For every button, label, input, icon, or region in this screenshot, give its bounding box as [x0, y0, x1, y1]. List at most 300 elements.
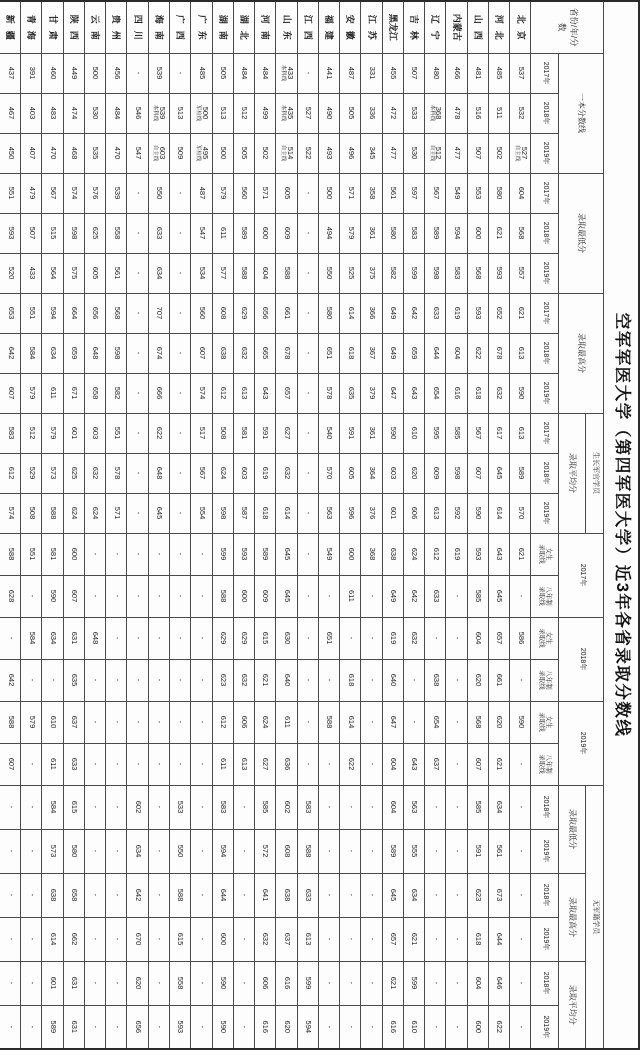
header-max-score: 录取最高分: [559, 293, 604, 413]
score-cell: 554: [191, 493, 212, 533]
score-cell: 563: [318, 493, 339, 533]
province-label: 山东: [276, 1, 297, 53]
score-cell: 336: [361, 93, 382, 133]
score-cell: -: [191, 701, 212, 743]
score-cell: -: [318, 829, 339, 873]
score-cell: 615: [169, 917, 190, 961]
score-cell: 634: [488, 785, 509, 829]
province-row: [42, 1, 63, 1049]
score-cell: 568: [510, 213, 531, 253]
score-cell: 508: [212, 413, 233, 453]
score-cell: 579: [340, 213, 361, 253]
score-cell: -: [318, 575, 339, 617]
score-cell: 576: [84, 173, 105, 213]
score-cell: 530: [84, 93, 105, 133]
score-cell: 606: [255, 961, 276, 1005]
score-cell: 588: [297, 829, 318, 873]
score-cell: -: [361, 701, 382, 743]
score-cell: 645: [488, 575, 509, 617]
score-cell: -: [318, 961, 339, 1005]
score-cell: 579: [21, 701, 42, 743]
score-cell: 345: [361, 133, 382, 173]
score-cell: 514 自主线: [276, 133, 297, 173]
score-cell: 638: [42, 873, 63, 917]
score-cell: 512 自主线: [425, 133, 446, 173]
score-cell: 615: [255, 617, 276, 659]
province-row: [446, 1, 467, 1049]
score-cell: -: [148, 917, 169, 961]
score-cell: 583: [297, 785, 318, 829]
score-cell: 600: [255, 213, 276, 253]
score-cell: 550: [148, 173, 169, 213]
score-cell: 624: [403, 533, 424, 575]
score-cell: 467: [0, 93, 21, 133]
score-cell: 670: [127, 917, 148, 961]
score-note: 本科线: [280, 64, 287, 82]
score-cell: 608: [212, 293, 233, 333]
score-cell: 564: [42, 253, 63, 293]
header-avg-score: 录取平均分: [559, 413, 586, 533]
score-cell: 614: [340, 701, 361, 743]
score-cell: 580: [318, 293, 339, 333]
province-row: [361, 1, 382, 1049]
score-cell: 507: [403, 53, 424, 93]
year-cell: 2018年: [531, 785, 559, 829]
score-cell: -: [446, 873, 467, 917]
score-cell: 621: [382, 961, 403, 1005]
score-cell: 618: [255, 493, 276, 533]
score-cell: 621: [488, 743, 509, 785]
score-cell: 572: [255, 829, 276, 873]
score-cell: -: [127, 173, 148, 213]
header-civilian-avg: 录取平均分: [559, 961, 586, 1049]
province-label: 广东: [191, 1, 212, 53]
score-cell: 636: [276, 743, 297, 785]
header-row-outer: [586, 1, 604, 1049]
score-cell: 624: [255, 701, 276, 743]
year-cell: 2017年: [531, 173, 559, 213]
score-cell: 477: [446, 133, 467, 173]
score-cell: 525: [340, 253, 361, 293]
score-cell: -: [42, 659, 63, 701]
score-cell: 605: [84, 253, 105, 293]
score-cell: 598: [425, 253, 446, 293]
year-cell: 2019年: [531, 493, 559, 533]
header-civilian-students: 无军籍学员: [586, 785, 604, 1049]
score-cell: 515: [42, 213, 63, 253]
score-cell: -: [318, 785, 339, 829]
score-cell: 574: [191, 373, 212, 413]
score-cell: 560: [191, 293, 212, 333]
score-cell: 642: [0, 659, 21, 701]
score-cell: -: [169, 293, 190, 333]
score-cell: 484: [106, 93, 127, 133]
score-cell: 627: [255, 743, 276, 785]
score-cell: 613: [233, 373, 254, 413]
score-cell: 455: [382, 53, 403, 93]
score-note: 自主线: [513, 144, 520, 162]
score-cell: 585: [467, 785, 488, 829]
score-cell: 435 本科线: [276, 93, 297, 133]
score-cell: -: [0, 1005, 21, 1049]
female-line-label: 女生 录取线: [531, 701, 559, 743]
score-cell: 643: [403, 373, 424, 413]
score-cell: -: [0, 829, 21, 873]
score-cell: -: [21, 873, 42, 917]
score-cell: 602: [127, 785, 148, 829]
score-cell: 614: [488, 493, 509, 533]
score-cell: 599: [403, 253, 424, 293]
score-cell: -: [233, 785, 254, 829]
score-note: 自主线: [280, 144, 287, 162]
score-cell: -: [510, 659, 531, 701]
score-cell: 553: [467, 173, 488, 213]
score-cell: -: [84, 873, 105, 917]
score-cell: 604: [255, 253, 276, 293]
score-cell: -: [233, 917, 254, 961]
score-cell: 634: [148, 253, 169, 293]
score-cell: 641: [255, 873, 276, 917]
year-cell: 2019年: [531, 133, 559, 173]
score-cell: 600: [63, 533, 84, 575]
score-cell: -: [361, 575, 382, 617]
score-cell: -: [297, 333, 318, 373]
score-cell: 557: [510, 253, 531, 293]
score-cell: -: [361, 873, 382, 917]
score-cell: 656: [84, 293, 105, 333]
score-cell: 511: [488, 93, 509, 133]
score-cell: -: [510, 1005, 531, 1049]
province-row: [318, 1, 339, 1049]
score-cell: -: [148, 575, 169, 617]
score-cell: 527 自主线: [510, 133, 531, 173]
score-cell: 611: [212, 213, 233, 253]
score-cell: 570: [510, 493, 531, 533]
score-cell: 584: [42, 785, 63, 829]
score-cell: 584: [21, 617, 42, 659]
score-cell: 590: [42, 575, 63, 617]
province-label: 贵州: [106, 1, 127, 53]
score-cell: 620: [467, 659, 488, 701]
score-cell: 632: [84, 453, 105, 493]
score-cell: 601: [63, 413, 84, 453]
year-cell: 2018年: [531, 873, 559, 917]
score-cell: 602: [276, 785, 297, 829]
score-cell: -: [191, 617, 212, 659]
score-cell: 594: [212, 829, 233, 873]
year-cell: 2017年: [531, 413, 559, 453]
score-cell: 376: [361, 493, 382, 533]
score-cell: 605: [276, 173, 297, 213]
score-cell: 499: [255, 93, 276, 133]
score-cell: -: [446, 785, 467, 829]
province-label: 湖南: [212, 1, 233, 53]
score-cell: 599: [297, 961, 318, 1005]
province-label: 云南: [84, 1, 105, 53]
score-cell: -: [106, 785, 127, 829]
score-cell: 513: [212, 93, 233, 133]
score-cell: 621: [255, 659, 276, 701]
score-cell: 456: [106, 53, 127, 93]
score-cell: 635: [340, 373, 361, 413]
province-row: [297, 1, 318, 1049]
province-row: [467, 1, 488, 1049]
score-cell: 644: [488, 917, 509, 961]
score-cell: 483: [42, 93, 63, 133]
score-cell: 603 自主线: [148, 133, 169, 173]
score-cell: 561: [488, 829, 509, 873]
score-cell: 658: [63, 873, 84, 917]
score-cell: 450: [0, 133, 21, 173]
score-cell: 561: [106, 253, 127, 293]
score-cell: 612: [425, 533, 446, 575]
score-cell: -: [403, 659, 424, 701]
score-cell: 615: [63, 785, 84, 829]
score-cell: 608: [276, 829, 297, 873]
score-cell: 634: [403, 873, 424, 917]
year-cell: 2018年: [531, 333, 559, 373]
score-cell: 619: [446, 293, 467, 333]
score-cell: 480: [425, 53, 446, 93]
score-cell: 588: [212, 575, 233, 617]
score-cell: 643: [488, 533, 509, 575]
score-cell: 642: [127, 873, 148, 917]
score-cell: 627: [276, 413, 297, 453]
score-cell: 500: [212, 133, 233, 173]
score-cell: -: [148, 743, 169, 785]
score-cell: -: [297, 701, 318, 743]
score-cell: 589: [233, 213, 254, 253]
score-cell: 634: [42, 617, 63, 659]
score-cell: -: [106, 617, 127, 659]
province-label: 江苏: [361, 1, 382, 53]
score-cell: -: [127, 253, 148, 293]
score-cell: -: [361, 1005, 382, 1049]
score-cell: -: [0, 873, 21, 917]
female-line-label: 女生 录取线: [531, 533, 559, 575]
year-cell: 2018年: [531, 453, 559, 493]
score-cell: 571: [255, 173, 276, 213]
score-cell: 649: [382, 293, 403, 333]
score-cell: -: [191, 533, 212, 575]
score-cell: 600: [467, 213, 488, 253]
score-cell: 648: [148, 453, 169, 493]
score-cell: 500: [84, 53, 105, 93]
score-cell: -: [233, 873, 254, 917]
score-cell: 516: [467, 93, 488, 133]
score-cell: 611: [340, 575, 361, 617]
score-cell: 645: [148, 493, 169, 533]
score-cell: 607: [467, 453, 488, 493]
score-cell: 648: [84, 617, 105, 659]
score-cell: 609: [255, 575, 276, 617]
score-cell: 568: [467, 701, 488, 743]
score-cell: -: [106, 701, 127, 743]
score-cell: 361: [361, 413, 382, 453]
score-cell: 649: [382, 333, 403, 373]
score-cell: 588: [233, 253, 254, 293]
score-cell: -: [169, 743, 190, 785]
score-cell: 638: [212, 333, 233, 373]
title-row: [604, 1, 639, 1049]
province-label: 北京: [510, 1, 531, 53]
score-cell: 368 本科线: [425, 93, 446, 133]
score-cell: -: [446, 961, 467, 1005]
score-cell: 624: [84, 493, 105, 533]
score-cell: -: [510, 575, 531, 617]
province-label: 河北: [488, 1, 509, 53]
province-label: 吉林: [403, 1, 424, 53]
score-cell: -: [361, 785, 382, 829]
score-cell: 437: [0, 53, 21, 93]
score-cell: 375: [361, 253, 382, 293]
score-cell: -: [297, 373, 318, 413]
score-cell: 593: [169, 1005, 190, 1049]
score-cell: 539: [106, 173, 127, 213]
score-cell: 631: [63, 1005, 84, 1049]
score-cell: 520: [0, 253, 21, 293]
score-cell: 593: [467, 533, 488, 575]
score-cell: 618: [467, 917, 488, 961]
score-cell: -: [318, 1005, 339, 1049]
score-cell: -: [106, 917, 127, 961]
score-cell: 643: [403, 743, 424, 785]
score-cell: -: [148, 829, 169, 873]
score-cell: 632: [233, 659, 254, 701]
score-cell: -: [340, 785, 361, 829]
score-cell: 666: [148, 373, 169, 413]
score-cell: 616: [382, 1005, 403, 1049]
score-cell: 505: [212, 53, 233, 93]
score-cell: -: [510, 917, 531, 961]
score-cell: 579: [212, 173, 233, 213]
score-cell: 656: [255, 293, 276, 333]
score-cell: -: [233, 961, 254, 1005]
score-cell: -: [106, 829, 127, 873]
score-cell: 527: [297, 93, 318, 133]
score-cell: -: [106, 961, 127, 1005]
score-cell: 644: [425, 333, 446, 373]
score-cell: 509: [169, 133, 190, 173]
score-cell: -: [510, 873, 531, 917]
score-cell: 678: [488, 333, 509, 373]
score-cell: -: [510, 743, 531, 785]
score-cell: -: [169, 453, 190, 493]
header-civilian-min: 录取最低分: [559, 785, 586, 873]
score-cell: 611: [42, 743, 63, 785]
score-cell: 599: [212, 533, 233, 575]
score-cell: 589: [382, 829, 403, 873]
score-cell: 532: [510, 93, 531, 133]
score-cell: 358: [361, 173, 382, 213]
score-cell: 540: [318, 413, 339, 453]
score-cell: 496: [340, 133, 361, 173]
province-label: 黑龙江: [382, 1, 403, 53]
score-cell: 616: [446, 373, 467, 413]
score-cell: 642: [403, 293, 424, 333]
score-cell: 596: [340, 493, 361, 533]
score-cell: 364: [361, 453, 382, 493]
score-cell: 653: [0, 293, 21, 333]
score-cell: -: [297, 659, 318, 701]
score-cell: 587: [233, 493, 254, 533]
score-cell: 600: [340, 533, 361, 575]
score-cell: 535: [84, 133, 105, 173]
score-cell: -: [169, 701, 190, 743]
score-cell: -: [340, 961, 361, 1005]
score-cell: -: [425, 961, 446, 1005]
score-cell: 607: [0, 373, 21, 413]
score-cell: 633: [297, 873, 318, 917]
score-cell: -: [84, 961, 105, 1005]
score-cell: -: [21, 917, 42, 961]
table-title: 空军军医大学（第四军医大学）近3年各省录取分数线: [604, 1, 639, 1049]
score-cell: 331: [361, 53, 382, 93]
score-cell: 622: [340, 743, 361, 785]
score-cell: 621: [403, 917, 424, 961]
score-cell: 607: [467, 743, 488, 785]
score-cell: -: [21, 829, 42, 873]
year-cell: 2019年: [531, 1005, 559, 1049]
score-cell: 612: [212, 701, 233, 743]
score-cell: -: [84, 659, 105, 701]
score-cell: 508: [21, 493, 42, 533]
score-cell: 507: [467, 133, 488, 173]
score-cell: 588: [0, 701, 21, 743]
score-cell: 551: [21, 293, 42, 333]
province-row: [425, 1, 446, 1049]
score-cell: -: [148, 617, 169, 659]
score-cell: -: [297, 173, 318, 213]
eight-year-line-label: 八年制 录取线: [531, 575, 559, 617]
score-cell: 567: [467, 413, 488, 453]
score-cell: -: [297, 493, 318, 533]
score-cell: 571: [106, 493, 127, 533]
score-cell: -: [361, 743, 382, 785]
score-cell: 645: [276, 533, 297, 575]
score-cell: 598: [212, 493, 233, 533]
year-cell: 2018年: [531, 93, 559, 133]
province-label: 四川: [127, 1, 148, 53]
score-cell: 654: [425, 701, 446, 743]
score-cell: 604: [510, 173, 531, 213]
province-row: [84, 1, 105, 1049]
score-cell: 407: [21, 133, 42, 173]
score-cell: 638: [382, 533, 403, 575]
score-cell: 617: [488, 413, 509, 453]
score-cell: 513: [169, 93, 190, 133]
score-cell: 621: [510, 533, 531, 575]
score-cell: 629: [212, 617, 233, 659]
score-cell: -: [21, 785, 42, 829]
score-cell: 614: [42, 917, 63, 961]
score-cell: 613: [297, 917, 318, 961]
score-cell: 634: [127, 829, 148, 873]
score-cell: -: [84, 575, 105, 617]
score-cell: 474: [63, 93, 84, 133]
score-cell: 640: [382, 659, 403, 701]
score-cell: -: [233, 1005, 254, 1049]
score-cell: 661: [276, 293, 297, 333]
score-cell: 567: [191, 453, 212, 493]
score-cell: -: [191, 743, 212, 785]
score-cell: 665: [255, 333, 276, 373]
province-row: [127, 1, 148, 1049]
score-cell: 618: [340, 659, 361, 701]
score-cell: 478: [446, 93, 467, 133]
score-cell: 625: [84, 213, 105, 253]
year-cell: 2017年: [531, 293, 559, 333]
